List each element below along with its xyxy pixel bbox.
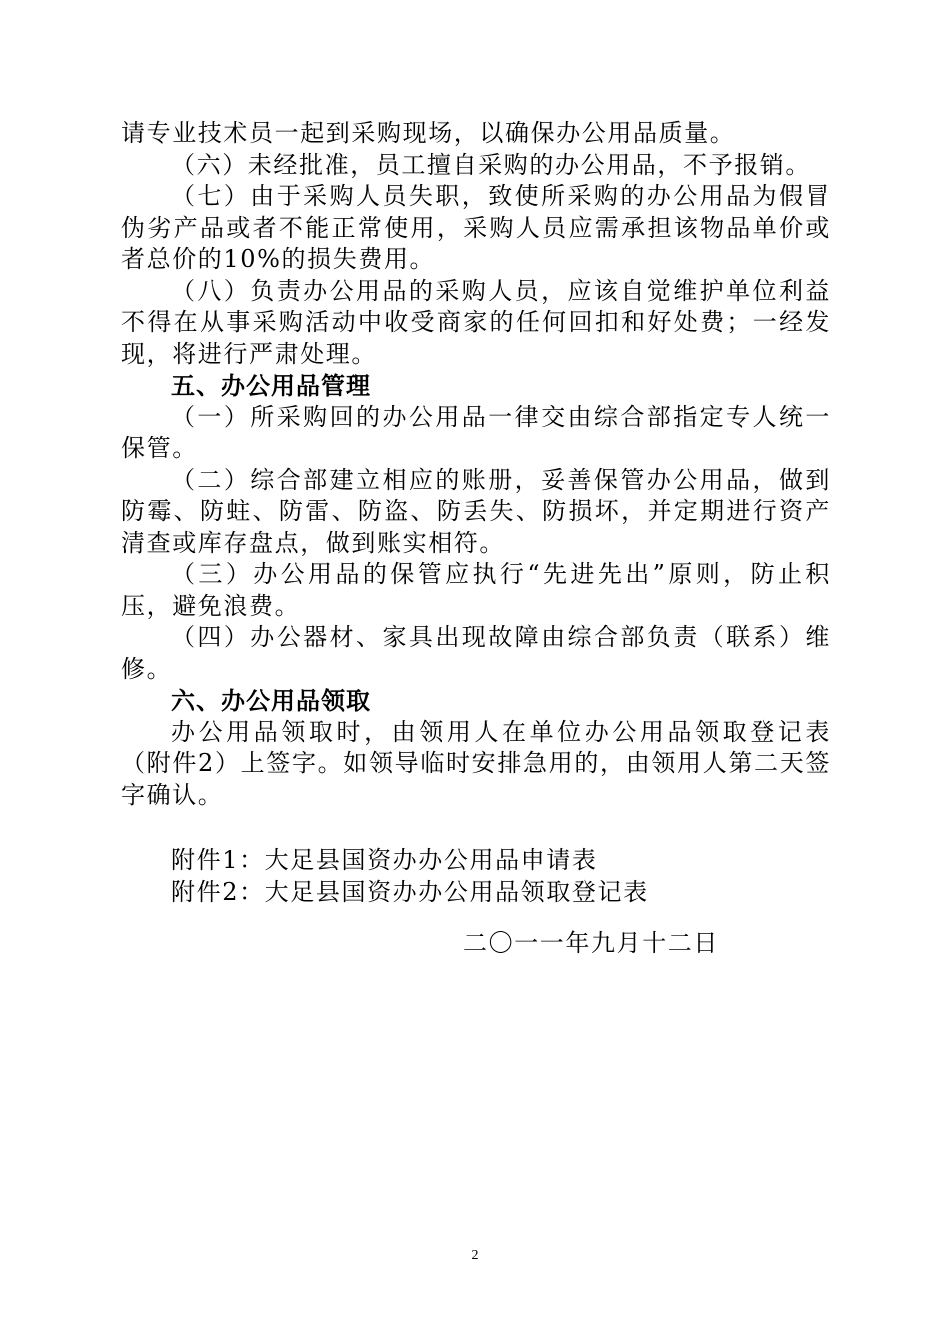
paragraph: 请专业技术员一起到采购现场，以确保办公用品质量。 [121,119,736,147]
document-date: 二〇一一年九月十二日 [463,929,719,957]
paragraph: （六）未经批准，员工擅自采购的办公用品，不予报销。 [171,150,811,179]
attachment-line: 附件1：大足县国资办办公用品申请表 [171,846,598,874]
paragraph: （七）由于采购人员失职，致使所采购的办公用品为假冒伪劣产品或者不能正常使用，采购人员应需承担该物品单价或者总价的10%的损失费用。 [121,182,831,273]
paragraph: （三）办公用品的保管应执行“先进先出”原则，防止积压，避免浪费。 [121,560,831,620]
attachment-line: 附件2：大足县国资办办公用品领取登记表 [171,877,649,906]
paragraph: （八）负责办公用品的采购人员，应该自觉维护单位利益不得在从事采购活动中收受商家的任何回扣和好处费；一经发现，将进行严肃处理。 [121,276,831,368]
paragraph: （四）办公器材、家具出现故障由综合部负责（联系）维修。 [121,623,831,683]
section-heading: 六、办公用品领取 [171,686,371,715]
paragraph: （二）综合部建立相应的账册，妥善保管办公用品，做到防霉、防蛀、防雷、防盗、防丢失、防损坏，并定期进行资产清查或库存盘点，做到账实相符。 [121,465,831,557]
document-body [121,118,831,908]
section-heading: 五、办公用品管理 [171,371,371,400]
paragraph: （一）所采购回的办公用品一律交由综合部指定专人统一保管。 [121,402,831,462]
page-number: 2 [471,1248,479,1263]
paragraph: 办公用品领取时，由领用人在单位办公用品领取登记表（附件2）上签字。如领导临时安排急用的，由领用人第二天签字确认。 [121,717,831,809]
spacer [121,811,831,845]
